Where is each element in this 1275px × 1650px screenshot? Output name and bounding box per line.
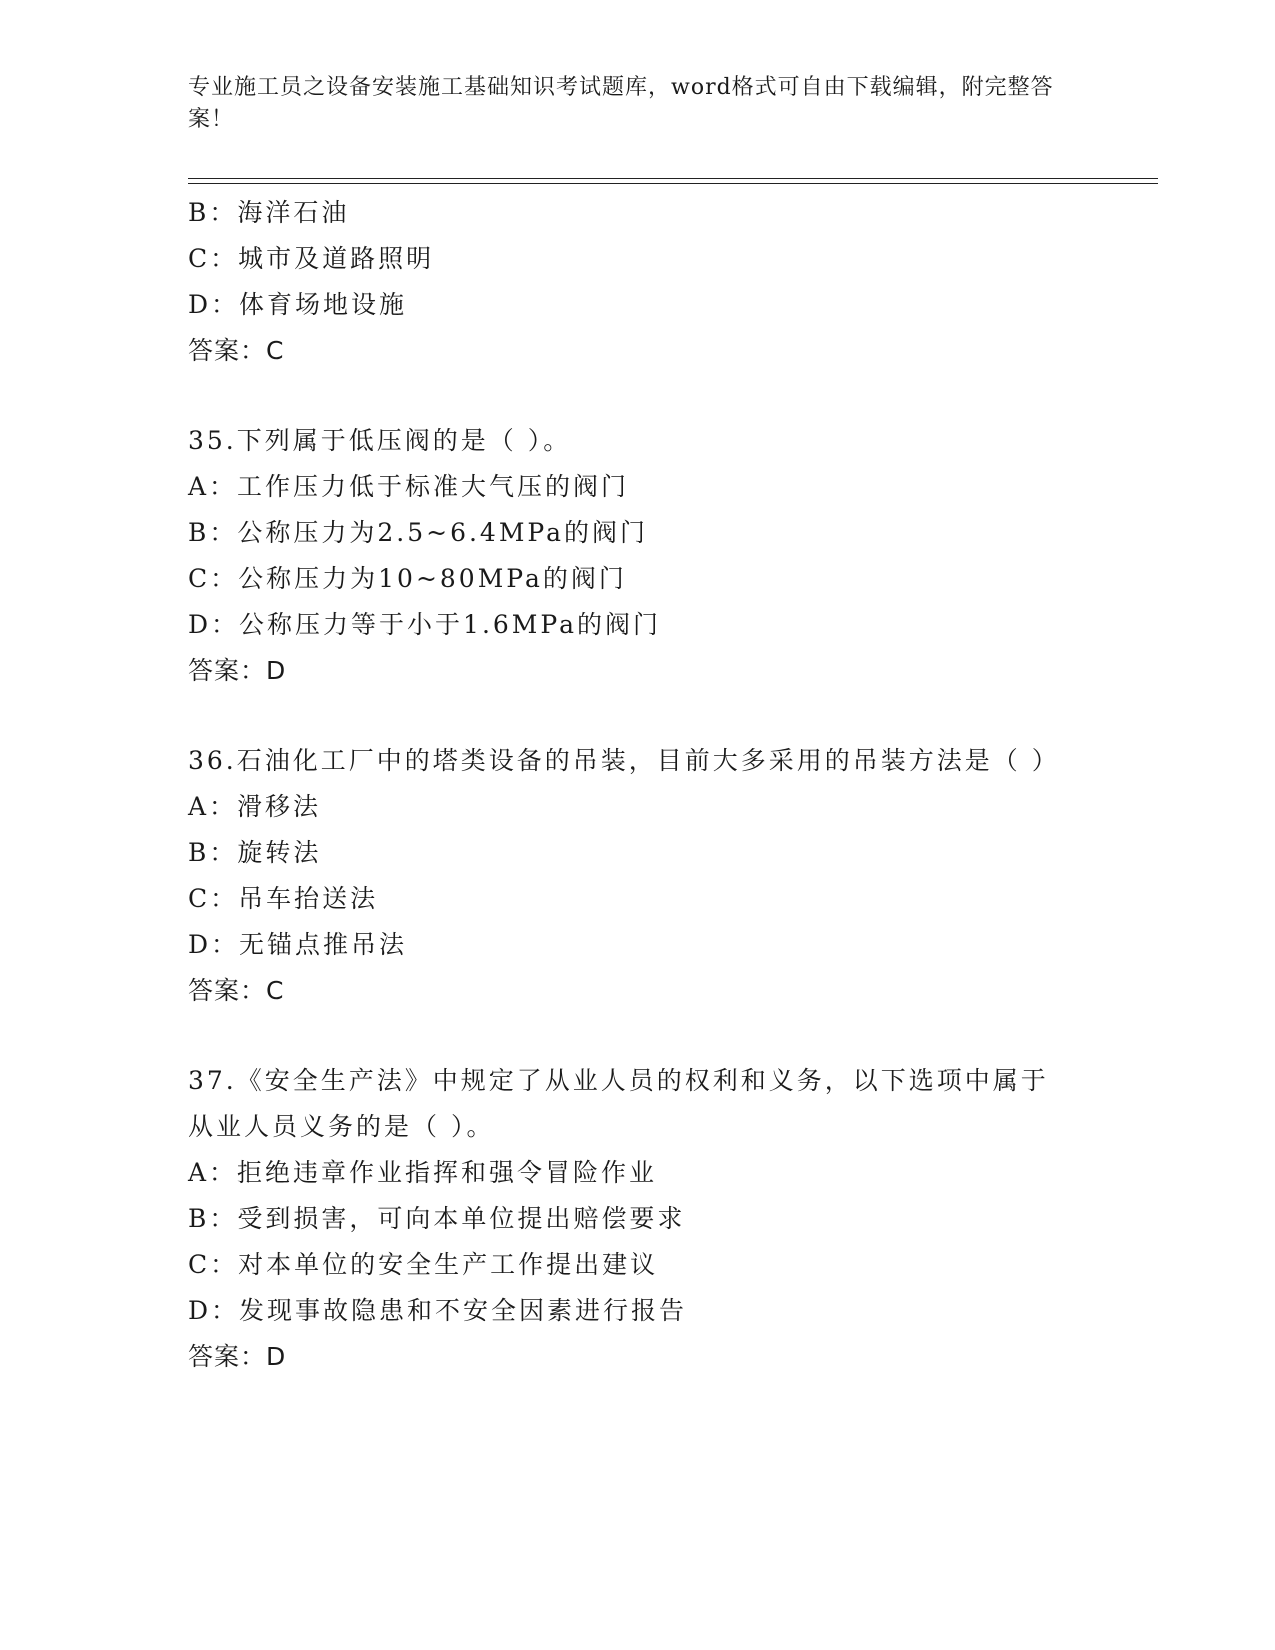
answer-line: 答案：D: [188, 656, 287, 685]
question-text: 36.石油化工厂中的塔类设备的吊装，目前大多采用的吊装方法是（ ）: [188, 746, 1060, 775]
question-list: [188, 190, 1088, 1380]
option-b: B：海洋石油: [188, 198, 350, 227]
answer-line: 答案：C: [188, 336, 285, 365]
option-d: D：无锚点推吊法: [188, 930, 408, 959]
header-divider-top: [188, 178, 1158, 179]
option-b: B：受到损害，可向本单位提出赔偿要求: [188, 1204, 686, 1233]
option-d: D：发现事故隐患和不安全因素进行报告: [188, 1296, 688, 1325]
option-c: C：城市及道路照明: [188, 244, 435, 273]
question-text: 35.下列属于低压阀的是（ ）。: [188, 426, 572, 455]
question-block-36: [188, 738, 1088, 1014]
option-d: D：体育场地设施: [188, 290, 408, 319]
question-block-34: [188, 190, 1088, 374]
answer-line: 答案：C: [188, 976, 285, 1005]
spacer: [188, 1014, 1088, 1058]
option-b: B：公称压力为2.5~6.4MPa的阀门: [188, 518, 649, 547]
answer-line: 答案：D: [188, 1342, 287, 1371]
option-b: B：旋转法: [188, 838, 322, 867]
question-block-37: [188, 1058, 1088, 1380]
option-a: A：工作压力低于标准大气压的阀门: [188, 472, 630, 501]
spacer: [188, 374, 1088, 418]
document-header: 专业施工员之设备安装施工基础知识考试题库，word格式可自由下载编辑，附完整答案！: [188, 75, 1054, 132]
option-c: C：吊车抬送法: [188, 884, 379, 913]
option-d: D：公称压力等于小于1.6MPa的阀门: [188, 610, 662, 639]
question-text: 37.《安全生产法》中规定了从业人员的权利和义务，以下选项中属于从业人员义务的是（ ）。: [188, 1066, 1049, 1141]
spacer: [188, 694, 1088, 738]
option-c: C：公称压力为10~80MPa的阀门: [188, 564, 627, 593]
header-divider-bottom: [188, 183, 1158, 184]
option-a: A：滑移法: [188, 792, 322, 821]
option-c: C：对本单位的安全生产工作提出建议: [188, 1250, 659, 1279]
option-a: A：拒绝违章作业指挥和强令冒险作业: [188, 1158, 658, 1187]
question-block-35: [188, 418, 1088, 694]
